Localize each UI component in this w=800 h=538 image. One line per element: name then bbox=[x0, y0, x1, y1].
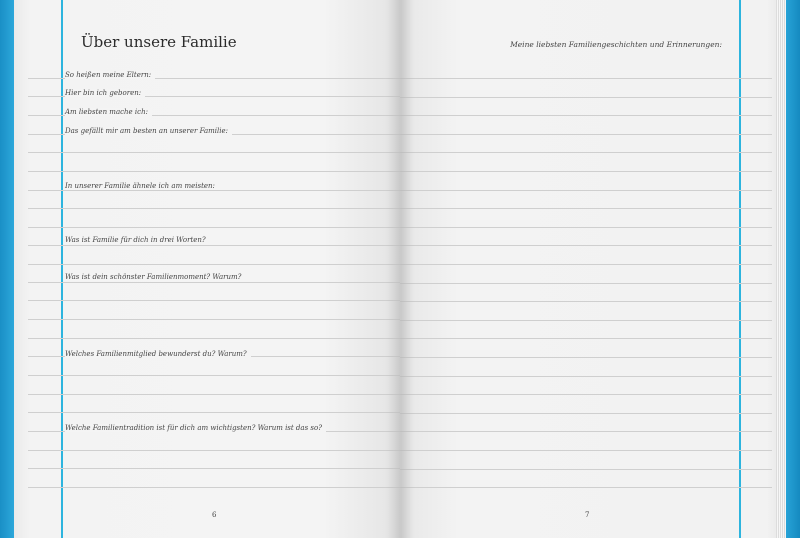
right-writing-line-15 bbox=[400, 338, 772, 339]
right-writing-line-20 bbox=[400, 431, 772, 432]
prompt-resemblance: In unserer Familie ähnele ich am meisten: bbox=[65, 182, 219, 190]
page-number-right: 7 bbox=[585, 511, 590, 519]
left-writing-line-22 bbox=[28, 468, 400, 469]
left-writing-line-21 bbox=[28, 450, 400, 451]
prompt-favorite-activity: Am liebsten mache ich: bbox=[65, 108, 152, 116]
right-writing-line-22 bbox=[400, 469, 772, 470]
left-writing-line-10 bbox=[28, 245, 400, 246]
page-stack-edge bbox=[776, 0, 786, 538]
left-writing-line-9 bbox=[28, 227, 400, 228]
book-cover-right-edge bbox=[784, 0, 800, 538]
right-writing-line-18 bbox=[400, 394, 772, 395]
left-writing-line-5 bbox=[28, 152, 400, 153]
right-writing-line-1 bbox=[400, 78, 772, 79]
left-margin-line bbox=[61, 0, 63, 538]
right-margin-line bbox=[739, 0, 741, 538]
left-writing-line-13 bbox=[28, 300, 400, 301]
prompt-birthplace: Hier bin ich geboren: bbox=[65, 89, 145, 97]
right-page-heading: Meine liebsten Familiengeschichten und Erinnerungen: bbox=[510, 40, 722, 49]
right-writing-line-12 bbox=[400, 283, 772, 284]
left-page bbox=[14, 0, 400, 538]
book-spine-shadow bbox=[385, 0, 415, 538]
right-writing-line-13 bbox=[400, 301, 772, 302]
prompt-best-moment: Was ist dein schönster Familienmoment? Warum? bbox=[65, 273, 245, 281]
page-number-left: 6 bbox=[212, 511, 217, 519]
left-writing-line-8 bbox=[28, 208, 400, 209]
left-writing-line-23 bbox=[28, 487, 400, 488]
right-writing-line-19 bbox=[400, 413, 772, 414]
right-writing-line-8 bbox=[400, 208, 772, 209]
left-writing-line-15 bbox=[28, 338, 400, 339]
right-writing-line-23 bbox=[400, 487, 772, 488]
right-writing-line-5 bbox=[400, 152, 772, 153]
right-writing-line-14 bbox=[400, 320, 772, 321]
left-writing-line-19 bbox=[28, 412, 400, 413]
right-writing-line-2 bbox=[400, 97, 772, 98]
left-writing-line-18 bbox=[28, 394, 400, 395]
right-writing-line-3 bbox=[400, 115, 772, 116]
prompt-parents: So heißen meine Eltern: bbox=[65, 71, 155, 79]
page-title: Über unsere Familie bbox=[81, 33, 237, 51]
prompt-admired-member: Welches Familienmitglied bewunderst du? Warum? bbox=[65, 350, 251, 358]
right-writing-line-17 bbox=[400, 376, 772, 377]
left-writing-line-14 bbox=[28, 319, 400, 320]
right-writing-line-7 bbox=[400, 190, 772, 191]
prompt-family-favorite: Das gefällt mir am besten an unserer Familie: bbox=[65, 127, 232, 135]
right-writing-line-4 bbox=[400, 134, 772, 135]
right-writing-line-6 bbox=[400, 171, 772, 172]
left-writing-line-17 bbox=[28, 375, 400, 376]
prompt-three-words: Was ist Familie für dich in drei Worten? bbox=[65, 236, 210, 244]
left-writing-line-7 bbox=[28, 190, 400, 191]
right-writing-line-16 bbox=[400, 357, 772, 358]
right-writing-line-11 bbox=[400, 264, 772, 265]
left-writing-line-12 bbox=[28, 282, 400, 283]
prompt-family-tradition: Welche Familientradition ist für dich am wichtigsten? Warum ist das so? bbox=[65, 424, 326, 432]
right-writing-line-21 bbox=[400, 450, 772, 451]
right-writing-line-10 bbox=[400, 245, 772, 246]
right-writing-line-9 bbox=[400, 227, 772, 228]
left-writing-line-6 bbox=[28, 171, 400, 172]
left-writing-line-11 bbox=[28, 264, 400, 265]
right-page bbox=[400, 0, 786, 538]
